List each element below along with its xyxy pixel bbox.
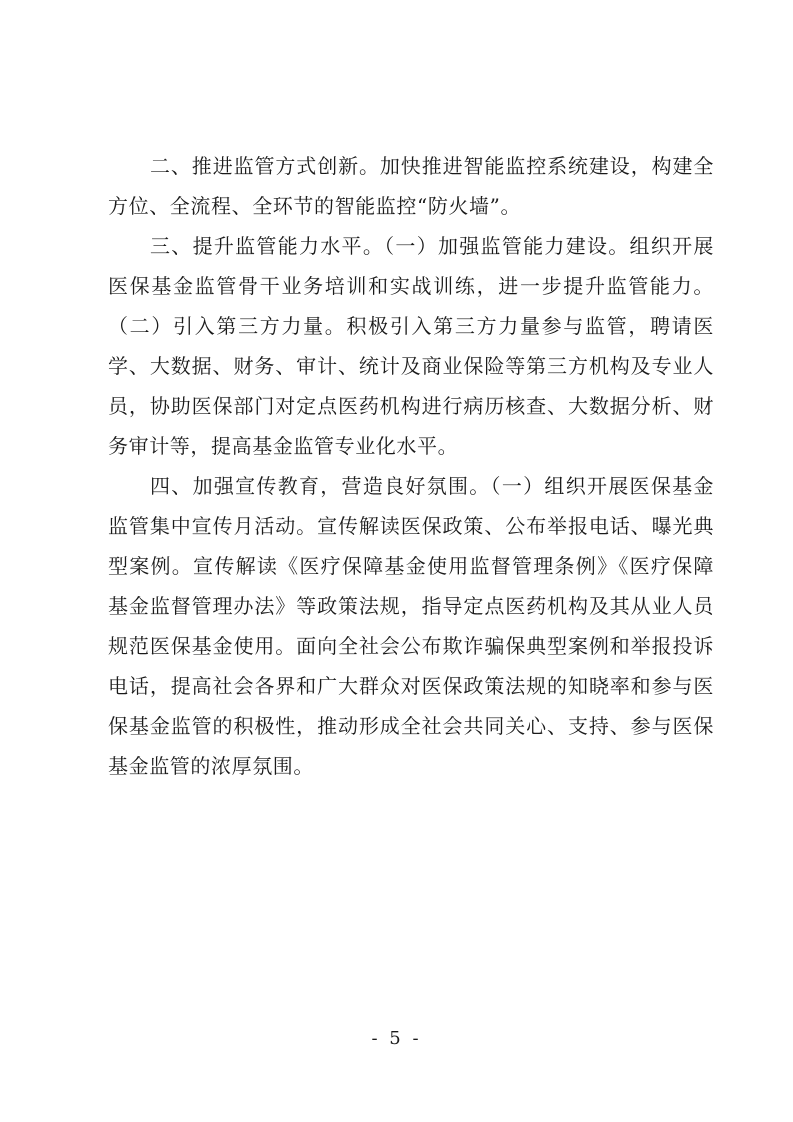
paragraph-publicity-education: 四、加强宣传教育，营造良好氛围。（一）组织开展医保基金监管集中宣传月活动。宣传解读医保政策、公布举报电话、曝光典型案例。宣传解读《医疗保障基金使用监督管理条例》《医疗保障基金监督管理办法》等政策法规，指导定点医药机构及其从业人员规范医保基金使用。面向全社会公布欺诈骗保典型案例和举报投诉电话，提高社会各界和广大群众对医保政策法规的知晓率和参与医保基金监管的积极性，推动形成全社会共同关心、支持、参与医保基金监管的浓厚氛围。: [108, 474, 714, 778]
document-body: [108, 146, 714, 786]
page-number: - 5 -: [371, 1028, 422, 1049]
paragraph-supervision-innovation: 二、推进监管方式创新。加快推进智能监控系统建设，构建全方位、全流程、全环节的智能监控“防火墙”。: [108, 154, 714, 218]
paragraph-supervision-capacity: 三、提升监管能力水平。（一）加强监管能力建设。组织开展医保基金监管骨干业务培训和实战训练，进一步提升监管能力。（二）引入第三方力量。积极引入第三方力量参与监管，聘请医学、大数据、财务、审计、统计及商业保险等第三方机构及专业人员，协助医保部门对定点医药机构进行病历核查、大数据分析、财务审计等，提高基金监管专业化水平。: [108, 234, 714, 458]
